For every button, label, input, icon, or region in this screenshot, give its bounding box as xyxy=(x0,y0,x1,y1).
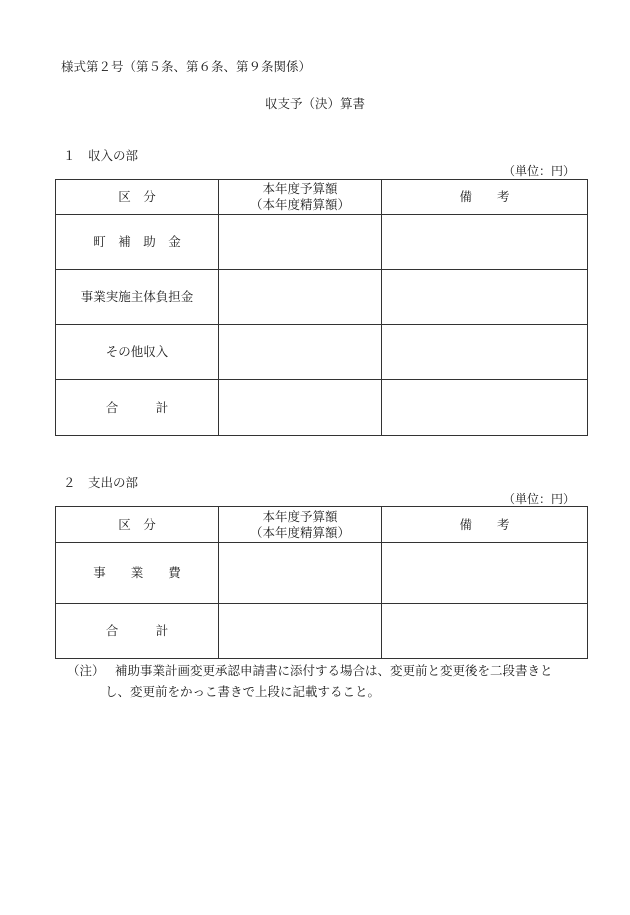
table-row xyxy=(56,380,588,436)
expense-header-row xyxy=(56,507,588,543)
income-row-label-subsidy: 町 補 助 金 xyxy=(56,215,219,270)
income-row-amount[interactable] xyxy=(219,380,382,436)
income-header-amount-line2: （本年度精算額） xyxy=(249,197,350,212)
expense-section-heading: ２ 支出の部 xyxy=(63,475,139,490)
table-row xyxy=(56,604,588,659)
expense-row-label-project-cost: 事 業 費 xyxy=(56,543,219,604)
income-row-amount[interactable] xyxy=(219,325,382,380)
expense-unit-label: （単位：円） xyxy=(503,492,576,506)
expense-row-label-total: 合 計 xyxy=(56,604,219,659)
income-header-amount xyxy=(219,180,382,215)
expense-header-amount-line2: （本年度精算額） xyxy=(249,524,350,540)
table-row xyxy=(56,270,588,325)
income-table xyxy=(55,179,588,436)
expense-header-amount xyxy=(219,507,382,543)
expense-row-remarks[interactable] xyxy=(382,604,588,659)
expense-row-amount[interactable] xyxy=(219,604,382,659)
income-unit-label: （単位：円） xyxy=(503,164,576,178)
expense-header-category: 区 分 xyxy=(56,507,219,543)
expense-table xyxy=(55,506,588,659)
income-section-heading: １ 収入の部 xyxy=(63,148,139,163)
income-header-amount-line1: 本年度予算額 xyxy=(262,181,338,197)
expense-row-amount[interactable] xyxy=(219,543,382,604)
document-title: 収支予（決）算書 xyxy=(264,96,365,111)
income-row-remarks[interactable] xyxy=(382,215,588,270)
expense-header-remarks: 備 考 xyxy=(382,507,588,543)
footnote-label: （注） xyxy=(67,663,105,678)
income-row-label-contribution: 事業実施主体負担金 xyxy=(56,270,219,325)
income-row-remarks[interactable] xyxy=(382,380,588,436)
income-row-remarks[interactable] xyxy=(382,270,588,325)
income-row-label-other: その他収入 xyxy=(56,325,219,380)
income-row-label-total: 合 計 xyxy=(56,380,219,436)
expense-row-remarks[interactable] xyxy=(382,543,588,604)
income-row-remarks[interactable] xyxy=(382,325,588,380)
footnote-line2: し、変更前をかっこ書きで上段に記載すること。 xyxy=(105,684,381,699)
income-row-amount[interactable] xyxy=(219,215,382,270)
form-number: 様式第２号（第５条、第６条、第９条関係） xyxy=(61,59,312,74)
table-row xyxy=(56,543,588,604)
income-header-row xyxy=(56,180,588,215)
footnote-line1: 補助事業計画変更承認申請書に添付する場合は、変更前と変更後を二段書きと xyxy=(115,663,553,678)
income-header-remarks: 備 考 xyxy=(382,180,588,215)
table-row xyxy=(56,215,588,270)
table-row xyxy=(56,325,588,380)
expense-header-amount-line1: 本年度予算額 xyxy=(262,508,338,524)
income-row-amount[interactable] xyxy=(219,270,382,325)
income-header-category: 区 分 xyxy=(56,180,219,215)
